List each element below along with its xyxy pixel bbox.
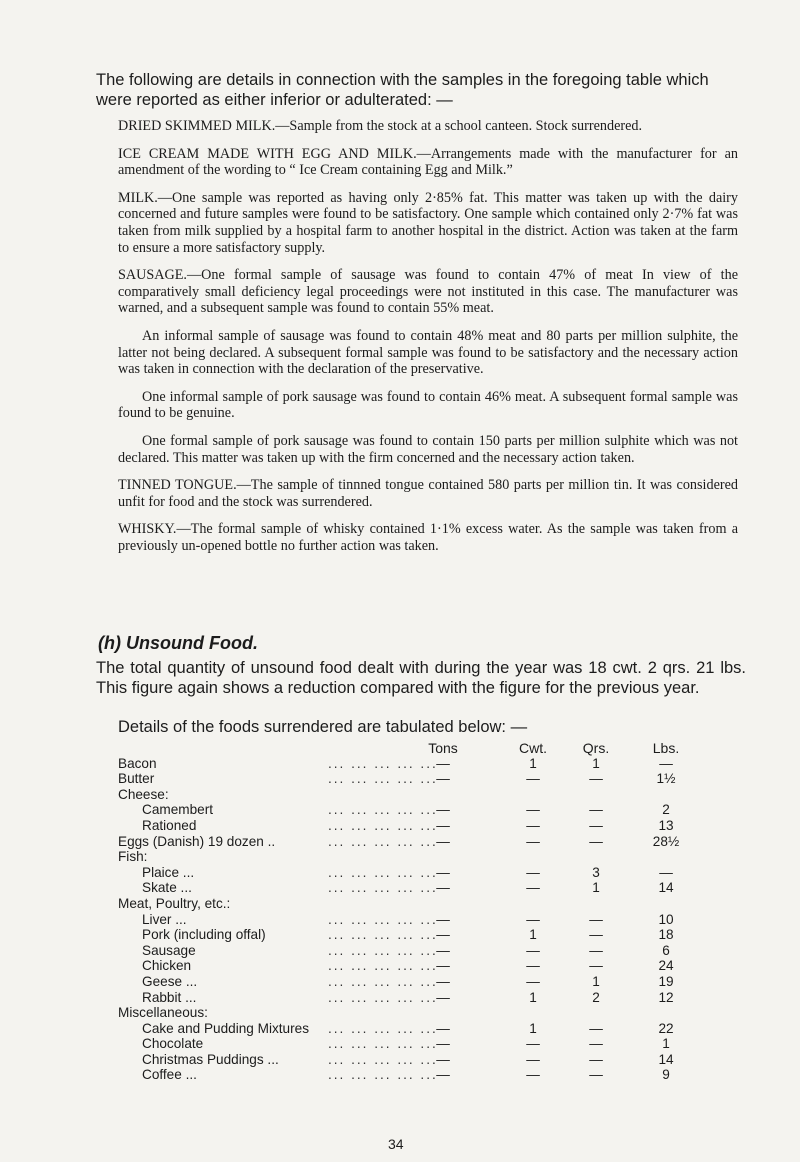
cell-cwt: — [526, 1051, 540, 1067]
cell-lbs: 9 [662, 1067, 670, 1083]
row-item-name: Camembert [142, 802, 214, 818]
cell-cwt: — [526, 802, 540, 818]
cell-tons: — [436, 771, 450, 787]
leader-dots: ... ... ... ... ... [328, 958, 438, 974]
section-summary: The total quantity of unsound food dealt with during the year was 18 cwt. 2 qrs. 21 lbs. This figure again shows a reduction compared with the figure for the previous year. [96, 659, 746, 697]
table-row [118, 927, 738, 943]
cell-tons: — [436, 817, 450, 833]
table-intro: Details of the foods surrendered are tabulated below: — [118, 718, 528, 736]
row-item-name: Pork (including offal) [142, 927, 266, 943]
entry-milk: MILK.—One sample was reported as having only 2·85% fat. This matter was taken up with the dairy concerned and future samples were found to be satisfactory. One sample which contained only 2·7% fat was taken from milk supplied by a hospital farm to another hospital in the district. Action was taken at the farm to ensure a more satisfactory supply. [118, 189, 738, 256]
leader-dots: ... ... ... ... ... [328, 880, 438, 896]
cell-qrs: 3 [592, 864, 600, 880]
table-header-row [118, 740, 738, 756]
cell-tons: — [436, 755, 450, 771]
intro-paragraph: The following are details in connection with the samples in the foregoing table which were reported as either inferior or adulterated: — [96, 71, 709, 109]
table-row [118, 974, 738, 990]
row-item-name: Chicken [142, 958, 192, 974]
cell-qrs: 1 [592, 880, 600, 896]
table-row [118, 1052, 738, 1068]
cell-tons: — [436, 1020, 450, 1036]
table-row [118, 818, 738, 834]
row-item-name: Sausage [142, 942, 196, 958]
row-item-name: Cake and Pudding Mixtures [142, 1020, 309, 1036]
cell-lbs: 1 [662, 1036, 670, 1052]
cell-lbs: 24 [658, 958, 674, 974]
row-item-name: Chocolate [142, 1036, 204, 1052]
cell-cwt: — [526, 1067, 540, 1083]
leader-dots: ... ... ... ... ... [328, 864, 438, 880]
row-item-name: Miscellaneous: [118, 1005, 208, 1021]
table-row [118, 802, 738, 818]
leader-dots: ... ... ... ... ... [328, 973, 438, 989]
row-item-name: Fish: [118, 849, 148, 865]
table-row [118, 756, 738, 772]
leader-dots: ... ... ... ... ... [328, 1051, 438, 1067]
entry-dried-skimmed-milk: DRIED SKIMMED MILK.—Sample from the stock at a school canteen. Stock surrendered. [118, 118, 643, 134]
entry-tinned-tongue: TINNED TONGUE.—The sample of tinnned tongue contained 580 parts per million tin. It was considered unfit for food and the stock was surrendered. [118, 477, 738, 510]
cell-lbs: 22 [658, 1020, 674, 1036]
cell-qrs: — [589, 1051, 603, 1067]
table-row [118, 1036, 738, 1052]
cell-qrs: 2 [592, 989, 600, 1005]
leader-dots: ... ... ... ... ... [328, 989, 438, 1005]
entry-pork-sausage-informal: One informal sample of pork sausage was found to contain 46% meat. A subsequent formal sample was found to be genuine. [118, 388, 738, 422]
cell-cwt: 1 [529, 1020, 537, 1036]
cell-qrs: — [589, 911, 603, 927]
cell-qrs: — [589, 958, 603, 974]
cell-tons: — [436, 880, 450, 896]
cell-qrs: 1 [592, 755, 600, 771]
cell-tons: — [436, 958, 450, 974]
cell-cwt: — [526, 771, 540, 787]
cell-tons: — [436, 1036, 450, 1052]
cell-tons: — [436, 802, 450, 818]
row-item-name: Meat, Poultry, etc.: [118, 895, 231, 911]
cell-qrs: — [589, 1036, 603, 1052]
table-row [118, 865, 738, 881]
row-item-name: Plaice ... [142, 864, 195, 880]
cell-qrs: — [589, 833, 603, 849]
row-item-name: Bacon [118, 755, 157, 771]
cell-qrs: — [589, 802, 603, 818]
cell-cwt: — [526, 911, 540, 927]
cell-lbs: 1½ [656, 771, 676, 787]
cell-tons: — [436, 927, 450, 943]
row-item-name: Skate ... [142, 880, 192, 896]
cell-lbs: — [659, 864, 673, 880]
table-row [118, 896, 738, 912]
table-row [118, 880, 738, 896]
cell-tons: — [436, 973, 450, 989]
row-item-name: Liver ... [142, 911, 187, 927]
row-item-name: Eggs (Danish) 19 dozen .. [118, 833, 276, 849]
cell-cwt: 1 [529, 989, 537, 1005]
cell-tons: — [436, 911, 450, 927]
cell-qrs: — [589, 1020, 603, 1036]
cell-qrs: — [589, 817, 603, 833]
table-row [118, 849, 738, 865]
entry-sausage-informal: An informal sample of sausage was found to contain 48% meat and 80 parts per million sulphite, the latter not being declared. A subsequent formal sample was found to be satisfactory and the necessary action was taken in connection with the declaration of the preservative. [118, 327, 738, 378]
cell-lbs: 19 [658, 973, 674, 989]
table-row [118, 787, 738, 803]
table-row [118, 1021, 738, 1037]
cell-cwt: — [526, 958, 540, 974]
cell-tons: — [436, 1051, 450, 1067]
entry-whisky: WHISKY.—The formal sample of whisky contained 1·1% excess water. As the sample was taken from a previously un-opened bottle no further action was taken. [118, 521, 738, 554]
cell-tons: — [436, 942, 450, 958]
cell-tons: — [436, 989, 450, 1005]
cell-lbs: — [659, 755, 673, 771]
cell-tons: — [436, 864, 450, 880]
row-item-name: Cheese: [118, 786, 169, 802]
row-item-name: Coffee ... [142, 1067, 197, 1083]
table-row [118, 958, 738, 974]
cell-lbs: 14 [658, 880, 674, 896]
leader-dots: ... ... ... ... ... [328, 833, 438, 849]
header-lbs: Lbs. [652, 740, 680, 756]
cell-lbs: 13 [658, 817, 674, 833]
cell-tons: — [436, 833, 450, 849]
cell-lbs: 28½ [652, 833, 680, 849]
cell-cwt: 1 [529, 755, 537, 771]
row-item-name: Butter [118, 771, 155, 787]
table-row [118, 990, 738, 1006]
entry-ice-cream: ICE CREAM MADE WITH EGG AND MILK.—Arrangements made with the manufacturer for an amendment of the wording to “ Ice Cream containing Egg and Milk.” [118, 145, 738, 179]
cell-cwt: — [526, 1036, 540, 1052]
cell-cwt: — [526, 942, 540, 958]
cell-qrs: — [589, 942, 603, 958]
leader-dots: ... ... ... ... ... [328, 1067, 438, 1083]
cell-qrs: 1 [592, 973, 600, 989]
page-number: 34 [388, 1136, 404, 1152]
table-row [118, 771, 738, 787]
row-item-name: Rationed [142, 817, 197, 833]
header-cwt: Cwt. [519, 740, 547, 756]
cell-cwt: — [526, 880, 540, 896]
leader-dots: ... ... ... ... ... [328, 802, 438, 818]
cell-qrs: — [589, 927, 603, 943]
table-row [118, 1067, 738, 1083]
leader-dots: ... ... ... ... ... [328, 817, 438, 833]
cell-lbs: 10 [658, 911, 674, 927]
entry-pork-sausage-formal: One formal sample of pork sausage was found to contain 150 parts per million sulphite which was not declared. This matter was taken up with the firm concerned and the necessary action taken. [118, 432, 738, 466]
row-item-name: Christmas Puddings ... [142, 1051, 279, 1067]
row-item-name: Geese ... [142, 973, 198, 989]
leader-dots: ... ... ... ... ... [328, 771, 438, 787]
sample-entries [118, 118, 738, 565]
cell-cwt: — [526, 817, 540, 833]
leader-dots: ... ... ... ... ... [328, 1020, 438, 1036]
leader-dots: ... ... ... ... ... [328, 942, 438, 958]
cell-tons: — [436, 1067, 450, 1083]
cell-cwt: — [526, 973, 540, 989]
leader-dots: ... ... ... ... ... [328, 755, 438, 771]
leader-dots: ... ... ... ... ... [328, 1036, 438, 1052]
table-row [118, 1005, 738, 1021]
leader-dots: ... ... ... ... ... [328, 927, 438, 943]
table-row [118, 912, 738, 928]
cell-cwt: — [526, 864, 540, 880]
table-row [118, 943, 738, 959]
header-tons: Tons [428, 740, 458, 756]
header-qrs: Qrs. [582, 740, 610, 756]
section-heading: (h) Unsound Food. [98, 633, 258, 653]
cell-lbs: 12 [658, 989, 674, 1005]
table-row [118, 834, 738, 850]
cell-qrs: — [589, 1067, 603, 1083]
cell-lbs: 18 [658, 927, 674, 943]
foods-table [118, 740, 738, 1083]
cell-cwt: — [526, 833, 540, 849]
entry-sausage: SAUSAGE.—One formal sample of sausage was found to contain 47% of meat In view of the comparatively small deficiency legal proceedings were not instituted in this case. The manufacturer was warned, and a subsequent sample was found to contain 55% meat. [118, 267, 738, 317]
leader-dots: ... ... ... ... ... [328, 911, 438, 927]
cell-lbs: 2 [662, 802, 670, 818]
row-item-name: Rabbit ... [142, 989, 197, 1005]
cell-qrs: — [589, 771, 603, 787]
cell-cwt: 1 [529, 927, 537, 943]
cell-lbs: 6 [662, 942, 670, 958]
cell-lbs: 14 [658, 1051, 674, 1067]
